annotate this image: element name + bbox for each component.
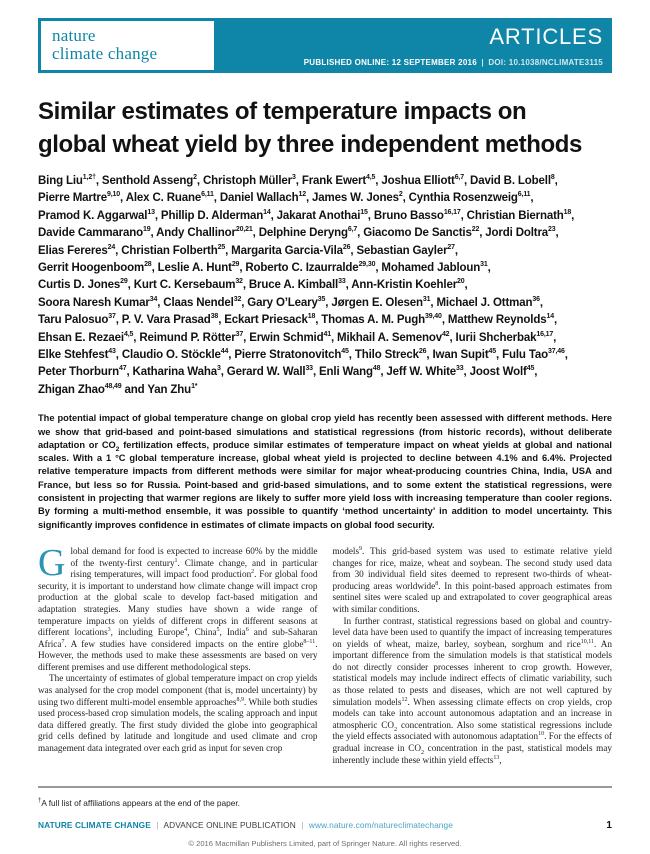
copyright-line: © 2016 Macmillan Publishers Limited, part of Springer Nature. All rights reserved.: [188, 839, 462, 848]
abstract: The potential impact of global temperature change on global crop yield has recently been assessed with different methods. Here we show that grid-based and point-based simulations and statistical regressions (from historic records), without deliberate adaptation or $CO_2$ fertilization effects, produce similar estimates of temperature impact on wheat yields at global and national scales. With a 1 °C global temperature increase, global wheat yield is projected to decline between 4.1% and 6.4%. Projected relative temperature impacts from different methods were similar for major wheat-producing countries China, India, USA and France, but less so for Russia. Point-based and grid-based simulations, and to some extent the statistical regressions, were consistent in projecting that warmer regions are likely to suffer more yield loss with increasing temperature than cooler regions. By forming a multi-method ensemble, it was possible to quantify ‘method uncertainty’ in addition to model uncertainty. This significantly improves confidence in estimates of climate impacts on global food security.: [38, 413, 612, 530]
author-line: Ehsan E. Rezaei$^{4,5}$, Reimund P. Rötter$^{37}$, Erwin Schmid$^{41}$, Mikhail A. Semenov$^{42}$, Iurii Shcherbak$^{16,17}$,: [38, 330, 557, 344]
page-content: [38, 0, 612, 766]
paragraph-intro: [38, 541, 318, 674]
dropcap-letter: G: [38, 541, 66, 584]
author-line: Gerrit Hoogenboom$^{28}$, Leslie A. Hunt$^{29}$, Roberto C. Izaurralde$^{29,30}$, Mohamed Jabloun$^{31}$,: [38, 261, 491, 275]
page-footer: [38, 786, 612, 848]
body-column-left: [38, 541, 318, 766]
footer-separator-1: |: [156, 820, 159, 830]
author-line: Soora Naresh Kumar$^{34}$, Claas Nendel$^{32}$, Gary O’Leary$^{35}$, Jørgen E. Olesen$^{31}$, Michael J. Ottman$^{36}$,: [38, 296, 543, 309]
author-line: Peter Thorburn$^{47}$, Katharina Waha$^3$, Gerard W. Wall$^{33}$, Enli Wang$^{48}$, Jeff W. White$^{33}$, Joost Wolf$^{45}$,: [38, 365, 538, 379]
journal-header-bar: [38, 18, 612, 73]
footer-separator-2: |: [301, 820, 304, 830]
journal-website-link[interactable]: www.nature.com/natureclimatechange: [308, 820, 453, 830]
author-line: Curtis D. Jones$^{29}$, Kurt C. Kersebaum$^{32}$, Bruce A. Kimball$^{33}$, Ann-Kristin Koehler$^{20}$,: [38, 278, 468, 292]
journal-logo: [41, 21, 214, 70]
doi-link[interactable]: DOI: 10.1038/NCLIMATE3115: [488, 58, 603, 67]
page-number: 1: [606, 820, 612, 831]
header-separator: |: [481, 58, 484, 67]
journal-logo-line2: climate change: [52, 44, 158, 64]
footer-journal-name: NATURE CLIMATE CHANGE: [38, 820, 151, 830]
journal-logo-line1: nature: [52, 26, 96, 45]
footer-left: [38, 820, 453, 830]
author-line: Bing Liu$^{1,2\dagger}$, Senthold Asseng$^2$, Christoph Müller$^3$, Frank Ewert$^{4,5}$, Joshua Elliott$^{6,7}$, David B. Lobell$^8$,: [38, 174, 558, 187]
author-line: Pramod K. Aggarwal$^{13}$, Phillip D. Alderman$^{14}$, Jakarat Anothai$^{15}$, Bruno Basso$^{16,17}$, Christian Biernath$^{18}$,: [38, 208, 575, 222]
footer-publication-status: ADVANCE ONLINE PUBLICATION: [163, 820, 296, 830]
paragraph-intro-text: lobal demand for food is expected to increase 60% by the middle of the twenty-first century$^1$. Climate change, and in particular rising temperatures, will impact food production$^2$. For global food security, it is important to understand how climate change will impact crop production at the global scale to develop fact-based mitigation and adaptation strategies. Many studies have shown a wide range of temperature impacts on yields of different crops in different seasons at different locations$^3$, including Europe$^4$, China$^5$, India$^6$ and sub-Saharan Africa$^7$. A few studies have considered impacts on the entire globe$^{8-11}$. However, the methods used to make these assessments are based on very different premises and use different methodological steps.: [38, 545, 318, 672]
published-date-label: PUBLISHED ONLINE: 12 SEPTEMBER 2016: [303, 58, 477, 67]
author-line: Davide Cammarano$^{19}$, Andy Challinor$^{20,21}$, Delphine Deryng$^{6,7}$, Giacomo De Sanctis$^{22}$, Jordi Doltra$^{23}$,: [38, 226, 559, 240]
paper-title: [38, 95, 612, 161]
body-column-right: [333, 546, 613, 766]
article-type-label: ARTICLES: [489, 24, 603, 49]
published-online-line: [304, 58, 603, 67]
journal-logo-text: [41, 21, 214, 64]
paper-title-line1: Similar estimates of temperature impacts on: [38, 98, 527, 125]
author-line: Pierre Martre$^{9,10}$, Alex C. Ruane$^{6,11}$, Daniel Wallach$^{12}$, James W. Jones$^2$, Cynthia Rosenzweig$^{6,11}$,: [38, 191, 534, 205]
author-line: Elias Fereres$^{24}$, Christian Folberth$^{25}$, Margarita Garcia-Vila$^{26}$, Sebastian Gayler$^{27}$,: [38, 243, 458, 257]
author-list: [38, 173, 612, 399]
author-line: Zhigan Zhao$^{48,49}$ and Yan Zhu$^{1*}$: [38, 383, 198, 396]
footer-publication-line: [38, 820, 612, 831]
footer-divider: [38, 786, 612, 788]
affiliations-footnote: [38, 798, 612, 808]
paragraph-uncertainty: The uncertainty of estimates of global temperature impact on crop yields was analysed for the crop model component (that is, model uncertainty) by using two different multi-model ensemble approaches$^{8,9}$. While both studies used process-based crop simulation models, the scaling approach and input data differed greatly. The first study divided the globe into geographical grid cells defined by latitude and longitude and used climate and crop management data integrated over each grid as input for seven crop: [38, 673, 318, 754]
affiliations-footnote-text: A full list of affiliations appears at the end of the paper.: [41, 798, 240, 808]
paragraph-grid-based: models$^9$. This grid-based system was used to estimate relative yield changes for rice, maize, wheat and soybean. The second study used data from 30 individual field sites deemed to represent two-thirds of wheat-producing areas worldwide$^8$. In this point-based approach estimates from sentinel sites were scaled up and extrapolated to cover geographical areas with similar conditions.: [332, 545, 612, 614]
body-columns: [38, 541, 612, 766]
paragraph-statistical: In further contrast, statistical regressions based on global and country-level data have been used to quantify the impact of increasing temperatures on yields of wheat, maize, barley, soybean, sorghum and rice$^{10,11}$. An important difference from the simulation models is that statistical models do not directly consider processes inherent to crop growth. However, statistical models may include indirect effects of climatic variability, such as those related to pests and diseases, which are not well captured by simulation models$^{12}$. When assessing climate effects on crop yields, crop models can take into account autonomous adaptation and an increase in atmospheric $CO_2$ concentration. Also some statistical regressions include the yield effects associated with autonomous adaptation$^{10}$. For the effects of gradual increase in $CO_2$ concentration in the past, statistical models may inherently include these within yield effects$^{13}$,: [332, 615, 612, 765]
paper-title-line2: global wheat yield by three independent methods: [38, 131, 582, 158]
author-line: Taru Palosuo$^{37}$, P. V. Vara Prasad$^{38}$, Eckart Priesack$^{18}$, Thomas A. M. Pugh$^{39,40}$, Matthew Reynolds$^{14}$,: [38, 313, 558, 327]
author-line: Elke Stehfest$^{43}$, Claudio O. Stöckle$^{44}$, Pierre Stratonovitch$^{45}$, Thilo Streck$^{26}$, Iwan Supit$^{45}$, Fulu Tao$^{37,46}$,: [38, 348, 568, 362]
dagger-symbol: †: [38, 798, 42, 805]
